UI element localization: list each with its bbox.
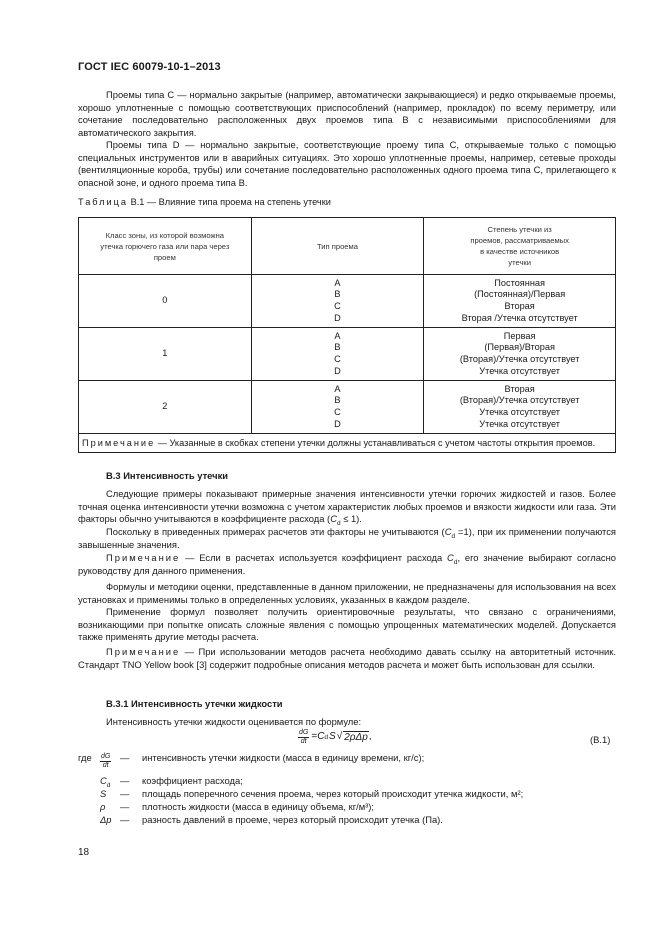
formula-fraction: $\frac{dG}{dt}$ bbox=[299, 729, 309, 745]
section-b3-note1: Примечание — Если в расчетах используется коэффициент расхода $C_d$, его значение выбирают согласно руководству для данного применения. bbox=[78, 552, 616, 576]
zone-cell: 2 bbox=[79, 381, 252, 434]
document-header: ГОСТ IEC 60079-10-1–2013 bbox=[78, 61, 221, 73]
table-caption: Таблица B.1 — Влияние типа проема на степень утечки bbox=[78, 197, 331, 207]
table-note: Примечание — Указанные в скобках степени утечки должны устанавливаться с учетом частоты открытия проемов. bbox=[79, 434, 616, 453]
definition-cd: $C_d$ — коэффициент расхода; bbox=[100, 775, 243, 789]
section-b3-p1: Следующие примеры показывают примерные значения интенсивности утечки горючих жидкостей и газов. Более точная оценка интенсивности утечки возможна с учетом характеристик любых проемов и вязкости жидкости или газа. Эти факторы обычно учитываются в коэффициенте расхода $(C_d \le 1)$. bbox=[78, 488, 616, 528]
section-b3-p2: Поскольку в приведенных примерах расчетов эти факторы не учитываются $(C_d =1)$, при их применении получаются завышенные значения. bbox=[78, 526, 616, 550]
header-zone-class: Класс зоны, из которой возможна утечка горючего газа или пара через проем bbox=[79, 218, 252, 275]
table-header-row bbox=[79, 218, 616, 275]
grades-cell: Первая (Первая)/Вторая (Вторая)/Утечка отсутствует Утечка отсутствует bbox=[424, 328, 616, 381]
types-cell: A B C D bbox=[251, 275, 424, 328]
table-row bbox=[79, 328, 616, 381]
section-b3-p3: Формулы и методики оценки, представленные в данном приложении, не предназначены для использования на всех установках и применимы только в определенных условиях, указанных в каждом разделе. bbox=[78, 581, 616, 605]
paragraph-type-d: Проемы типа D — нормально закрытые, соответствующие проему типа C, открываемые только с помощью специальных инструментов или в аварийных ситуациях. Это хорошо уплотненные проемы, например, сетевые проходы (вентиляционные короба, трубы) или сочетание последовательно расположенных одного проема типа C, прилегающего к опасной зоне, и одного проема типа B. bbox=[78, 139, 616, 188]
types-cell: A B C D bbox=[251, 328, 424, 381]
header-opening-type: Тип проема bbox=[251, 218, 424, 275]
grades-cell: Вторая (Вторая)/Утечка отсутствует Утечка отсутствует Утечка отсутствует bbox=[424, 381, 616, 434]
paragraph-type-c: Проемы типа C — нормально закрытые (например, автоматически закрывающиеся) и редко открываемые проемы, хорошо уплотненные с помощью соответствующих приспособлений (например, прокладок) по всему периметру, или сочетание последовательно расположенных двух проемов типа B с независимыми приспособлениями для автоматического закрытия. bbox=[78, 89, 616, 138]
definition-s: S — площадь поперечного сечения проема, через который происходит утечка жидкости, м²; bbox=[100, 788, 524, 799]
table-row bbox=[79, 275, 616, 328]
formula-number: (B.1) bbox=[590, 734, 611, 745]
section-b31-intro: Интенсивность утечки жидкости оценивается по формуле: bbox=[106, 716, 362, 727]
section-b31-title: B.3.1 Интенсивность утечки жидкости bbox=[106, 698, 283, 709]
table-note-row bbox=[79, 434, 616, 453]
table-row bbox=[79, 381, 616, 434]
section-b3-p4: Применение формул позволяет получить ориентировочные результаты, что связано с ограничениями, возникающими при попытке описать сложные явления с помощью упрощенных математических моделей. Допускается также применять другие методы расчета. bbox=[78, 606, 616, 643]
sqrt-icon: √ bbox=[336, 731, 343, 743]
types-cell: A B C D bbox=[251, 381, 424, 434]
section-b3-note2: Примечание — При использовании методов расчета необходимо давать ссылку на авторитетный источник. Стандарт TNO Yellow book [3] содержит подробные описания методов расчета и может быть использован для ссылки. bbox=[78, 646, 616, 670]
header-leak-grade: Степень утечки из проемов, рассматриваемых в качестве источников утечки bbox=[424, 218, 616, 275]
formula-b1: $\frac{dG}{dt}$ = C d S √ 2ρΔp , bbox=[299, 729, 372, 745]
definition-dp: Δp — разность давлений в проеме, через который происходит утечка (Па). bbox=[100, 814, 443, 825]
zone-cell: 0 bbox=[79, 275, 252, 328]
symbol-dgdt: $\frac{dG}{dt}$ bbox=[101, 753, 111, 769]
leakage-table bbox=[78, 217, 616, 453]
page-number: 18 bbox=[78, 847, 90, 858]
section-b3-title: B.3 Интенсивность утечки bbox=[106, 470, 229, 481]
definition-dgdt: где $\frac{dG}{dt}$ — интенсивность утечки жидкости (масса в единицу времени, кг/с); bbox=[78, 752, 618, 768]
zone-cell: 1 bbox=[79, 328, 252, 381]
grades-cell: Постоянная (Постоянная)/Первая Вторая Вторая /Утечка отсутствует bbox=[424, 275, 616, 328]
definition-rho: ρ — плотность жидкости (масса в единицу объема, кг/м³); bbox=[100, 801, 375, 812]
